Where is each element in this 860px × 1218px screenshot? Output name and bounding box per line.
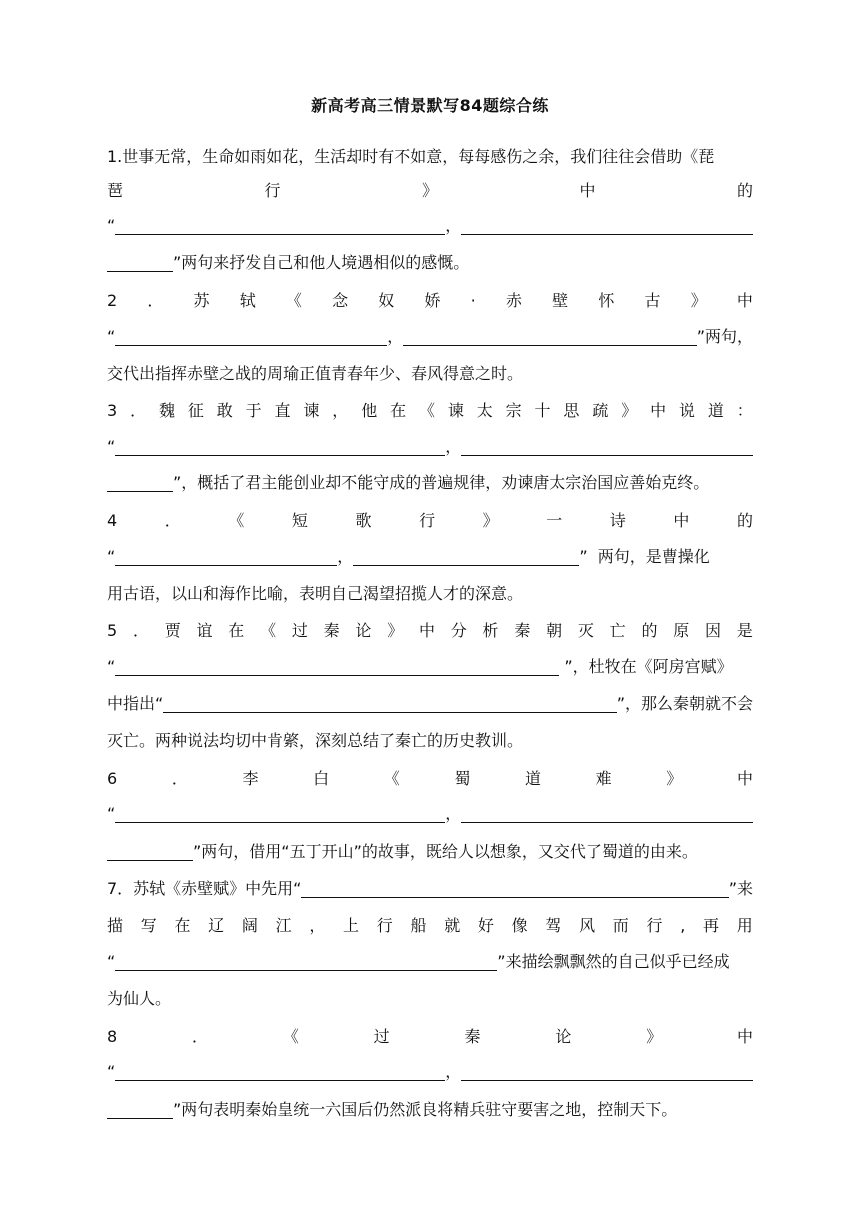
- q2-char: 娇: [424, 291, 441, 310]
- q7-after: ”来描绘飘飘然的自己似乎已经成: [497, 952, 730, 971]
- q7-char: 就: [444, 916, 461, 935]
- q3-char: 说: [678, 401, 695, 420]
- q5-char: 》: [387, 621, 404, 640]
- q7-char: 行: [376, 916, 393, 935]
- q1-char: 中: [579, 181, 596, 200]
- q2-char: 古: [644, 291, 661, 310]
- q5-char: 秦: [323, 621, 340, 640]
- q7-char: ，: [309, 916, 326, 935]
- q2-char: 2: [107, 291, 118, 310]
- q8-blank-line[interactable]: [107, 1058, 753, 1086]
- q8-char: 》: [646, 1027, 663, 1046]
- q6-blank-line[interactable]: [107, 800, 753, 828]
- q3-char: 思: [563, 401, 580, 420]
- q8-tail: ”两句表明秦始皇统一六国后仍然派良将精兵驻守要害之地，控制天下。: [173, 1100, 678, 1119]
- q7-char: 船: [410, 916, 427, 935]
- q3-char: 3: [107, 401, 118, 420]
- q6-char: 6: [107, 769, 118, 788]
- answer-blank[interactable]: [403, 325, 696, 346]
- q7-char: 写: [140, 916, 157, 935]
- q5-line3[interactable]: [107, 690, 753, 718]
- q4-char: 歌: [355, 511, 372, 530]
- q3-char: ：: [736, 401, 753, 420]
- q7-line4: 为仙人。: [107, 989, 172, 1008]
- q2-char: 壁: [552, 291, 569, 310]
- q5-char: 中: [418, 621, 435, 640]
- q5-char: 是: [736, 621, 753, 640]
- comma: ，: [445, 437, 462, 456]
- q3-char: 谏: [447, 401, 464, 420]
- q5-char: 析: [482, 621, 499, 640]
- q7-char: 在: [174, 916, 191, 935]
- q7-char: 风: [579, 916, 596, 935]
- comma: ，: [387, 327, 404, 346]
- q6-char: 》: [666, 769, 683, 788]
- answer-blank[interactable]: [115, 655, 559, 676]
- q3-tail-line: [107, 469, 753, 497]
- answer-blank[interactable]: [107, 840, 193, 861]
- q5-char: 在: [228, 621, 245, 640]
- comma: ，: [337, 547, 354, 566]
- q2-char: 轼: [239, 291, 256, 310]
- q7-line1-pre: 7．苏轼《赤壁赋》中先用“: [107, 879, 302, 898]
- q2-char: 念: [332, 291, 349, 310]
- q5-char: 分: [450, 621, 467, 640]
- q4-blank-line[interactable]: [107, 543, 753, 571]
- page-title: 新高考高三情景默写84题综合练: [311, 96, 549, 115]
- q5-after: ”，杜牧在《阿房宫赋》: [559, 657, 733, 676]
- q4-char: 诗: [609, 511, 626, 530]
- q7-char: 驾: [545, 916, 562, 935]
- q6-char: 蜀: [454, 769, 471, 788]
- q3-char: 在: [390, 401, 407, 420]
- comma: ，: [445, 216, 462, 235]
- answer-blank[interactable]: [353, 545, 579, 566]
- q2-line1: [107, 287, 753, 315]
- open-quote: “: [107, 547, 116, 566]
- answer-blank[interactable]: [461, 435, 753, 456]
- q5-char: 秦: [514, 621, 531, 640]
- q7-line1[interactable]: [107, 875, 753, 903]
- answer-blank[interactable]: [163, 692, 616, 713]
- open-quote: “: [107, 327, 116, 346]
- q8-char: 过: [373, 1027, 390, 1046]
- q2-char: ．: [147, 291, 164, 310]
- q4-char: 行: [419, 511, 436, 530]
- q5-char: 过: [291, 621, 308, 640]
- q2-char: 赤: [505, 291, 522, 310]
- comma: ，: [445, 804, 462, 823]
- q3-tail: ”，概括了君主能创业却不能守成的普遍规律，劝谏唐太宗治国应善始克终。: [173, 473, 710, 492]
- q4-line1: [107, 507, 753, 535]
- q7-char: 阔: [241, 916, 258, 935]
- q3-char: 十: [534, 401, 551, 420]
- q4-char: 短: [291, 511, 308, 530]
- q1-char: 琶: [107, 181, 124, 200]
- q6-char: 道: [525, 769, 542, 788]
- q5-char: 原: [673, 621, 690, 640]
- q4-char: 》: [482, 511, 499, 530]
- q8-char: 论: [555, 1027, 572, 1046]
- q3-char: 他: [361, 401, 378, 420]
- q6-char: ．: [171, 769, 188, 788]
- q3-char: 《: [418, 401, 435, 420]
- q4-char: 4: [107, 511, 118, 530]
- q2-char: 怀: [598, 291, 615, 310]
- q2-char: ·: [470, 291, 476, 310]
- q4-char: 的: [736, 511, 753, 530]
- q5-blank-line[interactable]: [107, 653, 753, 681]
- q1-char: 的: [736, 181, 753, 200]
- q2-after: ”两句，: [696, 327, 753, 346]
- answer-blank[interactable]: [115, 545, 337, 566]
- answer-blank[interactable]: [461, 214, 753, 235]
- q3-char: 谏: [303, 401, 320, 420]
- q2-char: 奴: [378, 291, 395, 310]
- q5-line3-pre: 中指出“: [107, 694, 164, 713]
- q5-char: 朝: [546, 621, 563, 640]
- answer-blank[interactable]: [115, 435, 445, 456]
- q1-line2: [107, 177, 753, 205]
- q2-line3: 交代出指挥赤壁之战的周瑜正值青春年少、春风得意之时。: [107, 364, 524, 383]
- comma: ，: [445, 1062, 462, 1081]
- q3-char: 敢: [216, 401, 233, 420]
- open-quote: “: [107, 1062, 116, 1081]
- q6-char: 《: [383, 769, 400, 788]
- q5-char: 谊: [196, 621, 213, 640]
- answer-blank[interactable]: [115, 950, 497, 971]
- q4-char: ．: [164, 511, 181, 530]
- q2-char: 》: [690, 291, 707, 310]
- q5-char: ．: [132, 621, 149, 640]
- q8-char: 中: [736, 1027, 753, 1046]
- q6-char: 中: [736, 769, 753, 788]
- q3-char: 魏: [158, 401, 175, 420]
- q7-char: 而: [612, 916, 629, 935]
- q7-char: 像: [511, 916, 528, 935]
- q7-blank-line[interactable]: [107, 948, 753, 976]
- q8-char: 《: [282, 1027, 299, 1046]
- q1-line1: 1.世事无常，生命如雨如花，生活却时有不如意，每每感伤之余，我们往往会借助《琵: [107, 147, 715, 166]
- q3-line1: [107, 397, 753, 425]
- q7-char: 辽: [208, 916, 225, 935]
- q6-line1: [107, 765, 753, 793]
- q7-char: 描: [107, 916, 124, 935]
- answer-blank[interactable]: [115, 1060, 445, 1081]
- q7-char: 江: [275, 916, 292, 935]
- q3-char: 太: [476, 401, 493, 420]
- open-quote: “: [107, 804, 116, 823]
- q3-char: 直: [274, 401, 291, 420]
- q5-char: 《: [260, 621, 277, 640]
- q1-tail: ”两句来抒发自己和他人境遇相似的感慨。: [173, 253, 470, 272]
- q6-tail: ”两句，借用“五丁开山”的故事，既给人以想象，又交代了蜀道的由来。: [193, 842, 698, 861]
- q2-char: 中: [736, 291, 753, 310]
- answer-blank[interactable]: [115, 802, 445, 823]
- q7-char: 好: [477, 916, 494, 935]
- q1-char: 》: [421, 181, 438, 200]
- q4-char: 一: [546, 511, 563, 530]
- q3-char: 于: [245, 401, 262, 420]
- q5-char: 的: [641, 621, 658, 640]
- open-quote: “: [107, 657, 116, 676]
- q8-tail-line: [107, 1096, 753, 1124]
- q4-after: ” 两句，是曹操化: [579, 547, 710, 566]
- answer-blank[interactable]: [107, 471, 173, 492]
- q3-char: 征: [187, 401, 204, 420]
- q7-char: ,: [680, 916, 686, 935]
- q6-char: 李: [242, 769, 259, 788]
- answer-blank[interactable]: [115, 214, 445, 235]
- q5-char: 灭: [577, 621, 594, 640]
- q5-char: 论: [355, 621, 372, 640]
- open-quote: “: [107, 216, 116, 235]
- q1-char: 行: [264, 181, 281, 200]
- q7-char: 上: [343, 916, 360, 935]
- q1-tail-line: [107, 249, 753, 277]
- answer-blank[interactable]: [107, 251, 173, 272]
- q4-char: 中: [673, 511, 690, 530]
- q2-char: 《: [285, 291, 302, 310]
- q8-line1: [107, 1023, 753, 1051]
- q7-line1-post: ”来: [728, 879, 753, 898]
- q3-char: ，: [332, 401, 349, 420]
- q7-char: 行: [646, 916, 663, 935]
- q5-char: 5: [107, 621, 118, 640]
- q5-line3-post: ”，那么秦朝就不会: [616, 694, 753, 713]
- open-quote: “: [107, 952, 116, 971]
- q3-char: 中: [650, 401, 667, 420]
- q5-line1: [107, 617, 753, 645]
- q2-char: 苏: [193, 291, 210, 310]
- answer-blank[interactable]: [115, 325, 387, 346]
- q2-blank-line[interactable]: [107, 323, 753, 351]
- q5-char: 因: [705, 621, 722, 640]
- q6-tail-line: [107, 838, 753, 866]
- q5-line4: 灭亡。两种说法均切中肯綮，深刻总结了秦亡的历史教训。: [107, 731, 524, 750]
- q7-char: 用: [736, 916, 753, 935]
- answer-blank[interactable]: [301, 877, 728, 898]
- answer-blank[interactable]: [107, 1098, 173, 1119]
- q4-char: 《: [228, 511, 245, 530]
- q3-char: 道: [707, 401, 724, 420]
- q3-char: 疏: [592, 401, 609, 420]
- q3-blank-line[interactable]: [107, 433, 753, 461]
- q3-char: 》: [621, 401, 638, 420]
- q5-char: 贾: [164, 621, 181, 640]
- answer-blank[interactable]: [461, 1060, 753, 1081]
- q8-char: 8: [107, 1027, 118, 1046]
- q3-char: 宗: [505, 401, 522, 420]
- q1-blank-line[interactable]: [107, 212, 753, 240]
- open-quote: “: [107, 437, 116, 456]
- q5-char: 亡: [609, 621, 626, 640]
- q4-line3: 用古语，以山和海作比喻，表明自己渴望招揽人才的深意。: [107, 584, 524, 603]
- q8-char: ．: [192, 1027, 209, 1046]
- q3-char: ．: [130, 401, 147, 420]
- answer-blank[interactable]: [461, 802, 753, 823]
- q6-char: 白: [313, 769, 330, 788]
- q8-char: 秦: [464, 1027, 481, 1046]
- q6-char: 难: [595, 769, 612, 788]
- q7-char: 再: [703, 916, 720, 935]
- q7-line2: [107, 912, 753, 940]
